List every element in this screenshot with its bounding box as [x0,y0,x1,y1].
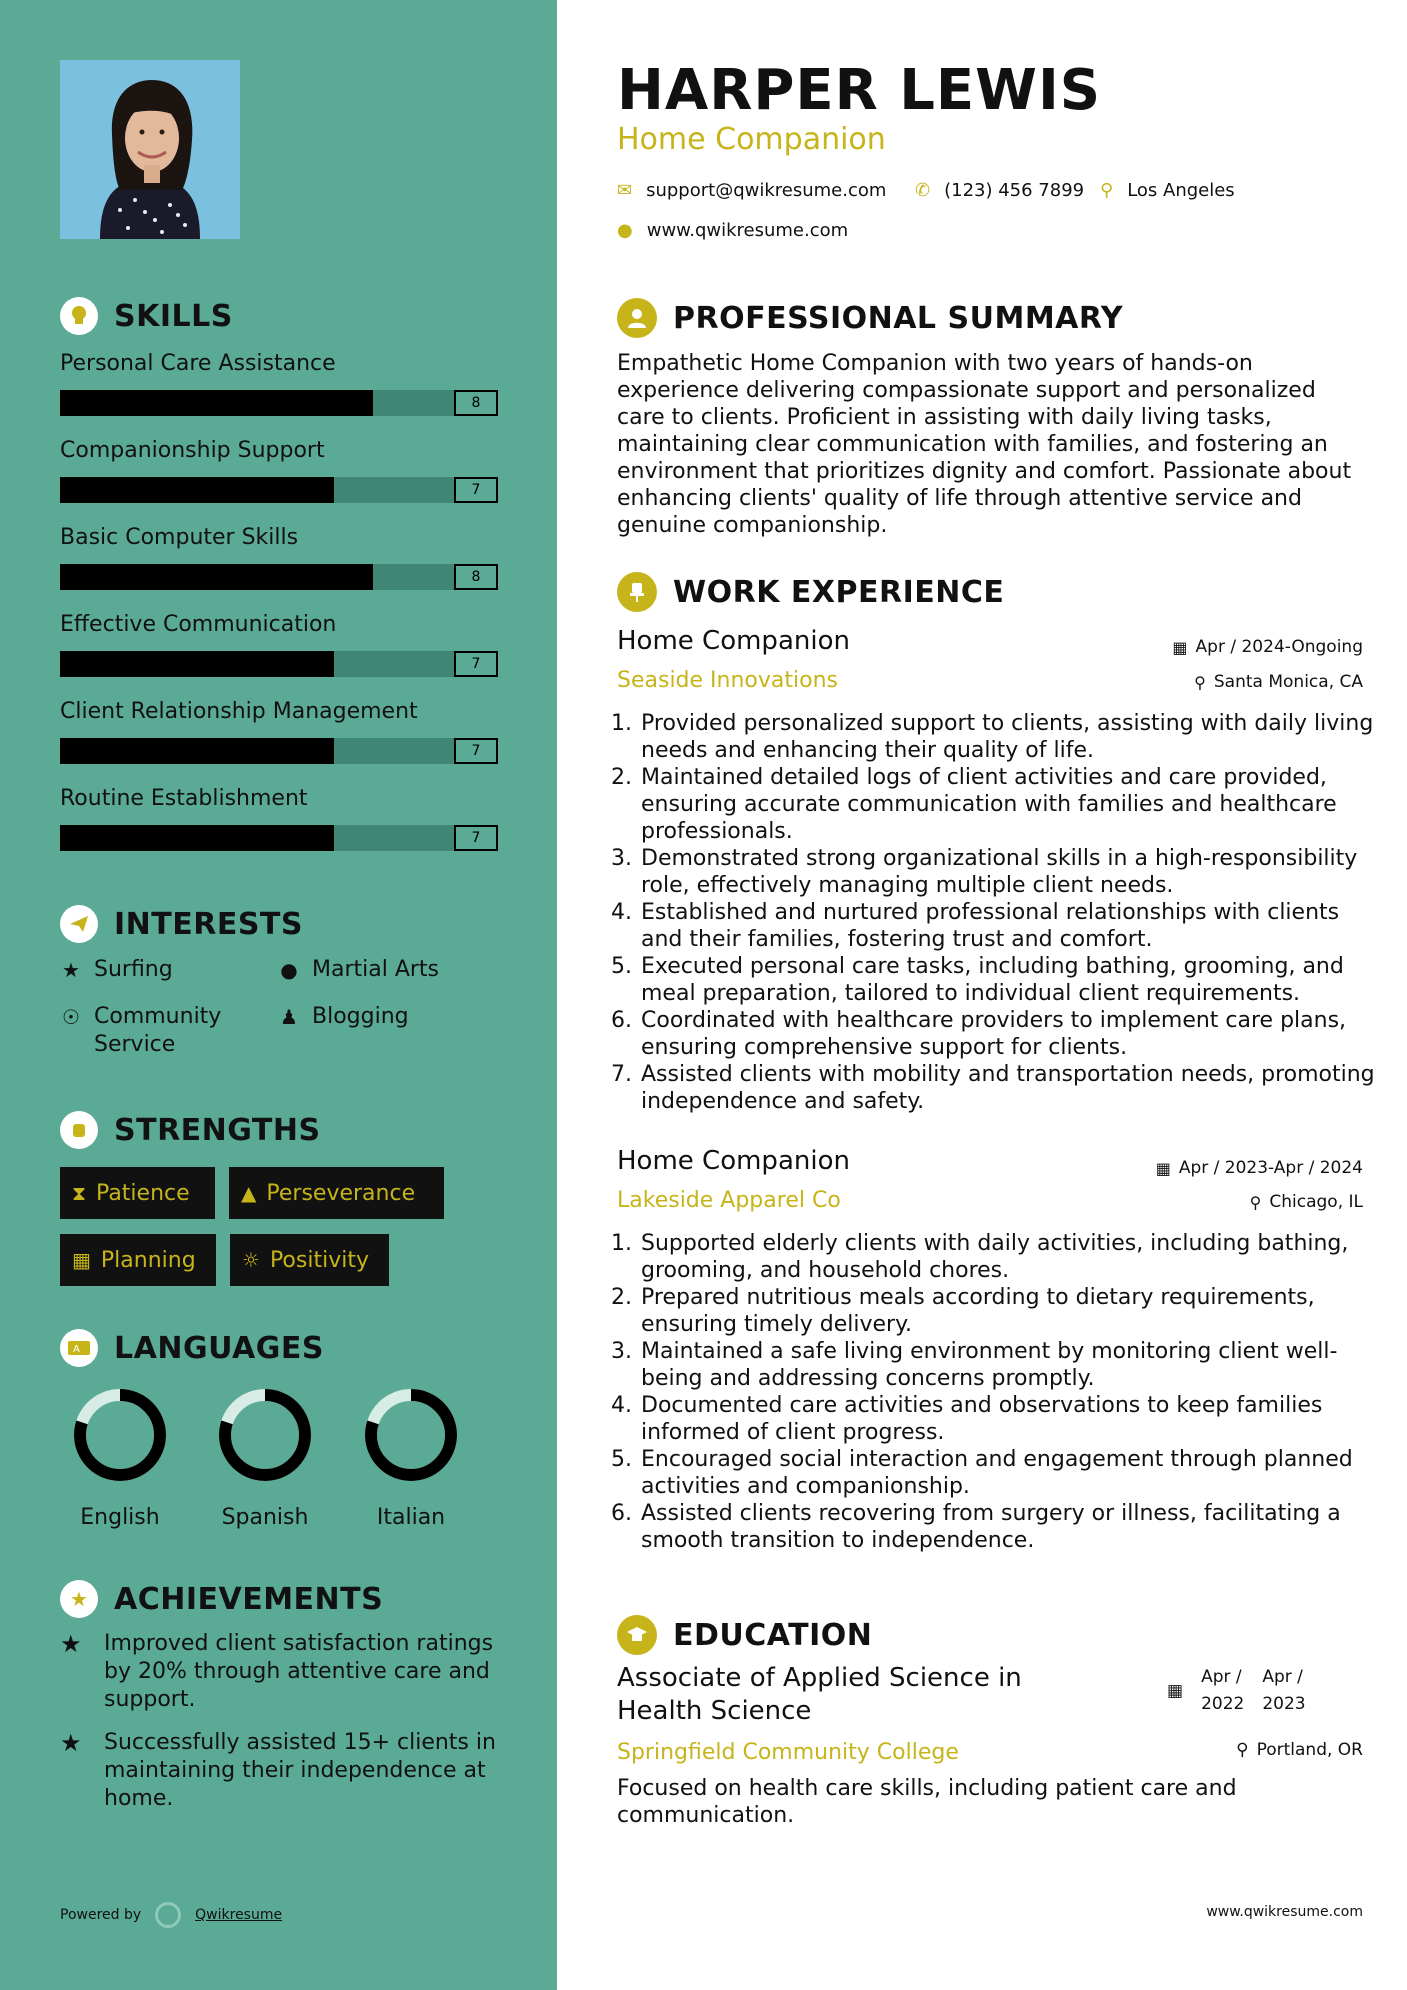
job-title: Home Companion [617,626,850,656]
education-description: Focused on health care skills, including patient care and communication. [617,1776,1237,1828]
skill-bar-fill [60,651,334,677]
skill-computer [60,525,498,590]
candidate-name: HARPER LEWIS [617,58,1102,123]
language-ring [361,1385,461,1485]
skill-bar-fill [60,564,373,590]
road-icon: ▲ [241,1181,257,1205]
language-name: English [80,1505,160,1530]
strength-label: Positivity [269,1247,369,1273]
job-location [1250,1192,1363,1212]
responsibility-item: 7. Assisted clients with mobility and transportation needs, promoting independence and safety. [639,1061,1384,1115]
powered-label: Powered by [60,1907,142,1923]
skill-name: Companionship Support [60,438,325,463]
svg-text:A: A [73,1344,80,1355]
phone-icon: ✆ [915,180,931,201]
language-name: Italian [376,1505,446,1530]
responsibility-item: 2. Prepared nutritious meals according to dietary requirements, ensuring timely delivery. [639,1284,1384,1338]
pin-icon: ⚲ [1249,1192,1262,1212]
experience-header [617,572,1004,612]
skill-bar-fill [60,390,373,416]
candidate-role: Home Companion [617,122,886,157]
phone-text: (123) 456 7899 [944,180,1085,201]
calendar-icon: ▦ [1172,637,1188,657]
envelope-icon: ✉ [617,180,633,201]
education-start: Apr / 2022 [1201,1667,1245,1714]
skill-name: Personal Care Assistance [60,351,336,376]
skill-bar-fill [60,738,334,764]
responsibility-item: 5. Executed personal care tasks, including bathing, grooming, and meal preparation, tailored to individual client requirements. [639,953,1384,1007]
education-end: Apr / 2023 [1262,1667,1306,1714]
responsibility-item: 2. Maintained detailed logs of client activities and care provided, ensuring accurate communication with families and healthcare professionals. [639,764,1384,845]
skill-bar [60,564,498,590]
achievement-item [60,1729,510,1813]
sidebar [0,0,557,1990]
sun-icon: ☼ [242,1248,260,1272]
job-responsibilities [617,710,1384,1115]
skill-communication [60,612,498,677]
responsibility-item: 1. Provided personalized support to clients, assisting with daily living needs and enhancing their quality of life. [639,710,1384,764]
skill-bar-fill [60,477,334,503]
contact-website [617,220,848,241]
globe-icon: ● [280,958,298,982]
summary-header [617,298,1123,338]
hand-icon: ☉ [62,1005,80,1029]
star-icon: ★ [60,1630,82,1658]
responsibility-item: 4. Established and nurtured professional relationships with clients and their families, fostering trust and comfort. [639,899,1384,953]
skill-name: Routine Establishment [60,786,308,811]
contact-email [617,180,886,201]
job-location-text: Chicago, IL [1269,1192,1363,1212]
trophy-star-icon: ★ [60,1580,98,1618]
job-title: Home Companion [617,1146,850,1176]
star-icon: ★ [62,958,80,982]
job-dates [1156,1158,1363,1178]
strength-label: Patience [96,1180,190,1206]
skill-bar [60,651,498,677]
skill-level: 7 [454,738,498,764]
education-school: Springfield Community College [617,1740,959,1765]
lightbulb-icon [60,297,98,335]
responsibility-item: 1. Supported elderly clients with daily activities, including bathing, grooming, and household chores. [639,1230,1384,1284]
main-content [557,0,1407,1990]
strength-label: Planning [100,1247,196,1273]
job-location [1194,672,1363,692]
strength-badge [60,1234,216,1286]
qwikresume-logo-icon [155,1902,181,1928]
graduation-cap-icon [617,1615,657,1655]
strength-badge [60,1167,215,1219]
responsibility-item: 3. Maintained a safe living environment by monitoring client well-being and addressing concerns promptly. [639,1338,1384,1392]
contact-location [1100,180,1235,201]
job-location-text: Santa Monica, CA [1213,672,1363,692]
calendar-icon: ▦ [1155,1158,1171,1178]
responsibility-item: 6. Assisted clients recovering from surgery or illness, facilitating a smooth transition to independence. [639,1500,1384,1554]
star-icon: ★ [60,1729,82,1757]
calendar-icon: ▦ [72,1248,91,1272]
interest-label: Martial Arts [312,957,440,982]
hourglass-icon: ⧗ [72,1181,87,1205]
skill-level: 7 [454,477,498,503]
skill-bar-fill [60,825,334,851]
achievements-title: ACHIEVEMENTS [114,1581,384,1617]
achievement-item [60,1630,510,1714]
summary-title: PROFESSIONAL SUMMARY [673,300,1124,336]
powered-brand-link[interactable]: Qwikresume [195,1907,283,1923]
skill-bar [60,825,498,851]
languages-title: LANGUAGES [114,1330,324,1366]
skill-client-relationship [60,699,498,764]
skill-personal-care [60,351,498,416]
job-company: Seaside Innovations [617,668,838,693]
website-text[interactable]: www.qwikresume.com [646,220,849,241]
skill-name: Basic Computer Skills [60,525,299,550]
skill-level: 7 [454,825,498,851]
language-item [205,1385,325,1530]
language-item [351,1385,471,1530]
skill-routine [60,786,498,851]
strength-label: Perseverance [266,1180,416,1206]
interest-item [60,956,173,984]
interests-title: INTERESTS [114,906,303,942]
email-text[interactable]: support@qwikresume.com [646,180,887,201]
map-pin-icon: ⚲ [1100,180,1114,201]
interests-header [60,905,303,943]
language-icon [60,1329,98,1367]
user-icon [617,298,657,338]
education-title: EDUCATION [673,1617,873,1653]
summary-text: Empathetic Home Companion with two years of hands-on experience delivering compassionate support and personalized care to clients. Proficient in assisting with daily living tasks, maintaining clear communication with families, and fostering an environment that prioritizes dignity and comfort. Passionate about enhancing clients' quality of life through attentive service and genuine companionship. [617,351,1352,538]
interest-label: Community Service [94,1004,222,1057]
pin-icon: ⚲ [1236,1740,1249,1760]
job-dates-text: Apr / 2023-Apr / 2024 [1178,1158,1363,1178]
skill-level: 8 [454,564,498,590]
education-degree: Associate of Applied Science in Health Science [617,1663,1022,1726]
globe-icon: ● [617,220,633,241]
profile-photo [60,60,240,239]
paper-plane-icon [60,905,98,943]
achievements-header [60,1580,383,1618]
interest-item [60,1003,221,1059]
users-icon: ♟ [280,1005,298,1029]
job-company: Lakeside Apparel Co [617,1188,841,1213]
fist-icon [60,1111,98,1149]
language-name: Spanish [221,1505,309,1530]
skill-level: 8 [454,390,498,416]
interest-item [278,956,439,984]
skill-bar [60,390,498,416]
languages-header [60,1329,324,1367]
job-responsibilities [617,1230,1384,1554]
skill-level: 7 [454,651,498,677]
pin-icon: ⚲ [1194,672,1206,692]
interest-item [278,1003,409,1031]
skill-name: Client Relationship Management [60,699,418,724]
achievement-text: Successfully assisted 15+ clients in maintaining their independence at home. [104,1730,496,1811]
interest-label: Blogging [312,1004,409,1029]
skill-bar [60,738,498,764]
education-dates [1167,1664,1306,1718]
achievement-text: Improved client satisfaction ratings by 20% through attentive care and support. [104,1631,494,1712]
job-dates [1172,637,1363,657]
experience-title: WORK EXPERIENCE [673,574,1005,610]
contact-phone [915,180,1084,201]
skill-name: Effective Communication [60,612,337,637]
location-text: Los Angeles [1127,180,1235,201]
education-header [617,1615,872,1655]
strength-badge [229,1167,444,1219]
skills-title: SKILLS [114,298,233,334]
skills-header [60,297,233,335]
skill-companionship [60,438,498,503]
responsibility-item: 4. Documented care activities and observations to keep families informed of client progress. [639,1392,1384,1446]
education-location-text: Portland, OR [1256,1740,1363,1760]
skill-bar [60,477,498,503]
footer-url[interactable]: www.qwikresume.com [1206,1904,1363,1920]
strengths-header [60,1111,321,1149]
education-location [1236,1740,1363,1760]
interest-label: Surfing [94,957,173,982]
responsibility-item: 6. Coordinated with healthcare providers to implement care plans, ensuring comprehensive support for clients. [639,1007,1384,1061]
language-item [60,1385,180,1530]
strengths-title: STRENGTHS [114,1112,321,1148]
strength-badge [230,1234,389,1286]
calendar-icon: ▦ [1167,1681,1184,1701]
powered-by [60,1902,282,1928]
responsibility-item: 3. Demonstrated strong organizational skills in a high-responsibility role, effectively managing multiple client needs. [639,845,1384,899]
responsibility-item: 5. Encouraged social interaction and engagement through planned activities and companionship. [639,1446,1384,1500]
language-ring [215,1385,315,1485]
chair-icon [617,572,657,612]
job-dates-text: Apr / 2024-Ongoing [1195,637,1363,657]
language-ring [70,1385,170,1485]
